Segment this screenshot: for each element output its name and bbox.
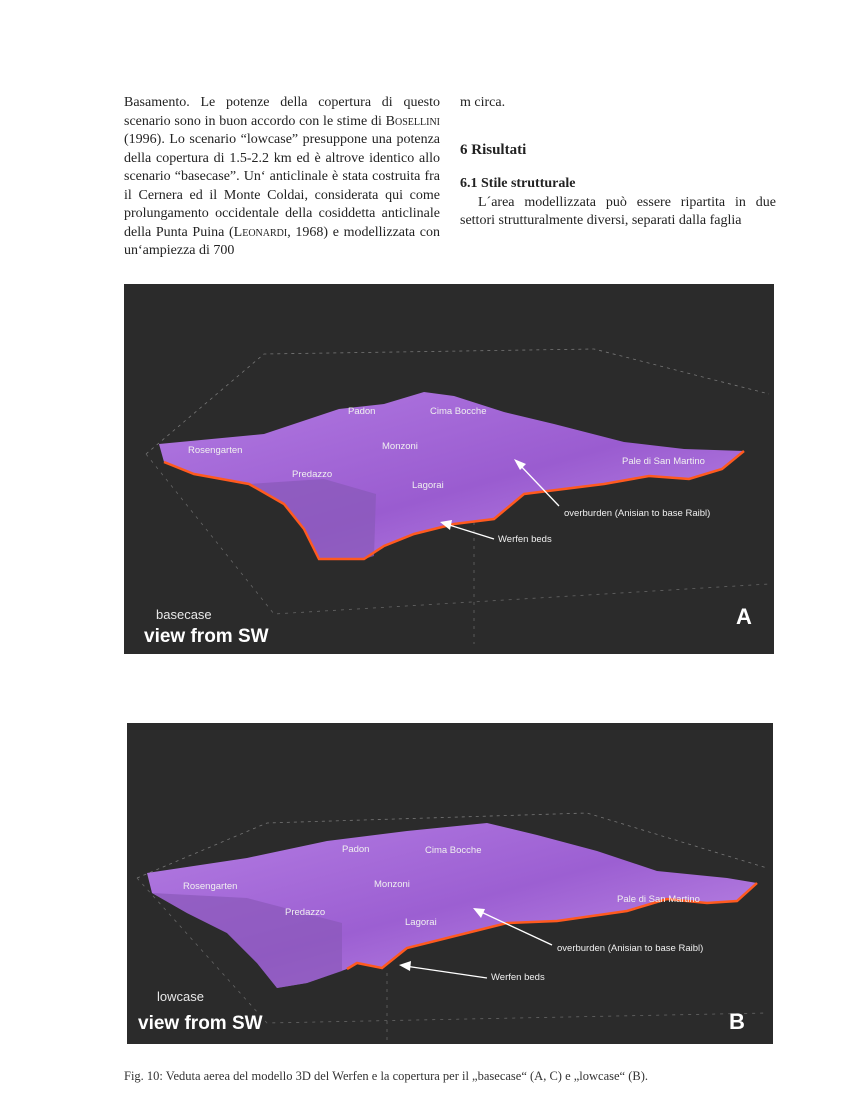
paragraph: L´area modellizzata può essere ripartita in due settori strutturalmente diversi, separati dalla faglia: [460, 194, 776, 228]
left-text-column: [124, 94, 440, 261]
label-padon: Padon: [342, 844, 370, 855]
label-lagorai: Lagorai: [412, 480, 444, 491]
view-label: view from SW: [144, 626, 269, 647]
case-label: basecase: [156, 607, 212, 622]
label-overburden: overburden (Anisian to base Raibl): [564, 508, 711, 519]
label-monzoni: Monzoni: [374, 879, 410, 890]
panel-letter: B: [729, 1009, 745, 1034]
subsection-heading: 6.1 Stile strutturale: [460, 176, 576, 191]
label-pale-di-san-martino: Pale di San Martino: [617, 894, 700, 905]
label-werfen-beds: Werfen beds: [491, 972, 545, 983]
panel-letter: A: [736, 604, 752, 629]
section-heading: 6 Risultati: [460, 141, 527, 158]
right-text-column: [460, 94, 776, 231]
label-cima-bocche: Cima Bocche: [425, 845, 482, 856]
label-padon: Padon: [348, 406, 376, 417]
text-run: , 1968) e modellizzata con un‘ampiezza di 700: [124, 224, 441, 258]
author-citation: Leonardi: [233, 224, 288, 240]
paragraph: [124, 94, 440, 261]
model-render-a: [124, 284, 774, 654]
label-lagorai: Lagorai: [405, 917, 437, 928]
figure-caption: Fig. 10: Veduta aerea del modello 3D del Werfen e la copertura per il „basecase“ (A, C) e „lowcase“ (B).: [124, 1069, 649, 1083]
text-run: Basamento. Le potenze della copertura di questo scenario sono in buon accordo con le stime di: [124, 95, 440, 129]
figure-a: [124, 284, 774, 654]
label-overburden: overburden (Anisian to base Raibl): [557, 943, 704, 954]
author-citation: Bosellini: [385, 113, 440, 129]
text-run: (1996). Lo scenario “lowcase” presuppone una potenza della copertura di 1.5-2.2 km ed è altrove identico allo scenario “basecase”. Un‘ anticlinale è stata costruita fra il Cernera ed il Monte Coldai, considerata qui come prolungamento occidentale della cosiddetta anticlinale della Punta Puina (: [124, 132, 440, 240]
label-werfen-beds: Werfen beds: [498, 534, 552, 545]
label-pale-di-san-martino: Pale di San Martino: [622, 456, 705, 467]
label-rosengarten: Rosengarten: [183, 881, 238, 892]
label-predazzo: Predazzo: [292, 469, 333, 480]
view-label: view from SW: [138, 1013, 263, 1034]
label-predazzo: Predazzo: [285, 907, 326, 918]
label-monzoni: Monzoni: [382, 441, 418, 452]
label-rosengarten: Rosengarten: [188, 445, 243, 456]
werfen-arrow: [446, 524, 494, 539]
label-cima-bocche: Cima Bocche: [430, 406, 487, 417]
figure-b: [127, 723, 773, 1044]
paragraph-continuation: m circa.: [460, 95, 506, 110]
werfen-arrow: [405, 966, 487, 978]
case-label: lowcase: [157, 989, 204, 1004]
